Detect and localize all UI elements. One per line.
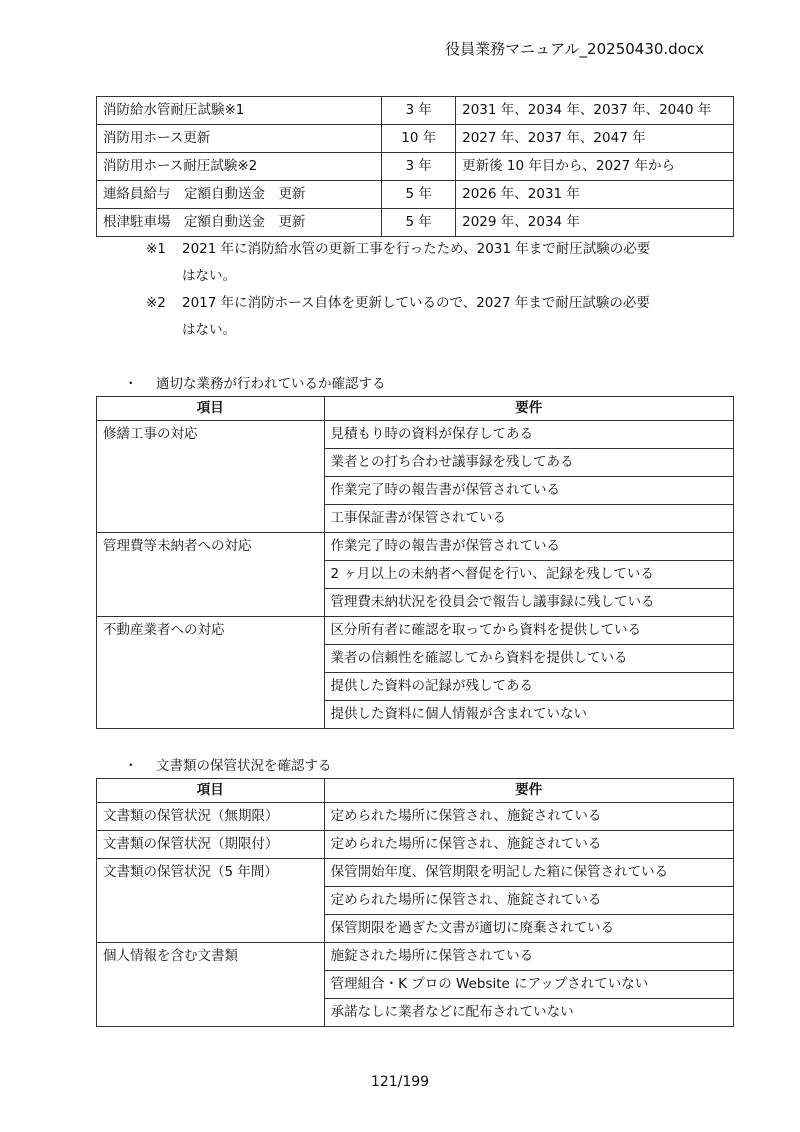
schedule-years: 2029 年、2034 年 [456,209,734,237]
interval: 5 年 [382,181,456,209]
footnote-line: 2017 年に消防ホース自体を更新しているので、2027 年まで耐圧試験の必要 [182,295,650,311]
footnote-mark: ※2 [146,295,166,311]
requirement-cell: 保管開始年度、保管期限を明記した箱に保管されている [324,859,733,887]
table-row [97,209,734,237]
inspection-item: 消防給水管耐圧試験※1 [97,97,382,125]
requirement-cell: 定められた場所に保管され、施錠されている [324,831,733,859]
footnote-line: はない。 [182,322,236,338]
requirement-cell: 提供した資料に個人情報が含まれていない [324,701,733,729]
inspection-item: 消防用ホース更新 [97,125,382,153]
requirement-cell: 2 ヶ月以上の未納者へ督促を行い、記録を残している [324,561,733,589]
interval: 3 年 [382,153,456,181]
document-filename: 役員業務マニュアル_20250430.docx [445,40,704,58]
schedule-years: 2026 年、2031 年 [456,181,734,209]
item-cell: 管理費等未納者への対応 [97,533,325,617]
inspection-item: 消防用ホース耐圧試験※2 [97,153,382,181]
footnote-line: はない。 [182,268,236,284]
footnote-line: 2021 年に消防給水管の更新工事を行ったため、2031 年まで耐圧試験の必要 [182,241,651,257]
requirement-cell: 区分所有者に確認を取ってから資料を提供している [324,617,733,645]
item-cell: 修繕工事の対応 [97,421,325,533]
section-title: 適切な業務が行われているか確認する [156,376,386,392]
bullet-mark: ・ [124,758,138,774]
footnotes [146,236,706,344]
table-row [97,97,734,125]
item-cell: 文書類の保管状況（5 年間） [97,859,325,943]
item-cell: 不動産業者への対応 [97,617,325,729]
table-row [97,803,734,831]
business-check-table [96,396,734,729]
document-storage-table [96,778,734,1027]
table-row [97,617,734,645]
footnote [146,236,706,290]
interval: 10 年 [382,125,456,153]
requirement-cell: 管理組合・K プロの Website にアップされていない [324,971,733,999]
inspection-item: 根津駐車場 定額自動送金 更新 [97,209,382,237]
footnote-mark: ※1 [146,241,166,257]
inspection-schedule-table [96,96,734,237]
requirement-cell: 業者との打ち合わせ議事録を残してある [324,449,733,477]
requirement-cell: 管理費未納状況を役員会で報告し議事録に残している [324,589,733,617]
table-row [97,125,734,153]
footnote-text [182,290,650,344]
bullet-mark: ・ [124,376,138,392]
requirement-cell: 施錠された場所に保管されている [324,943,733,971]
table-row [97,943,734,971]
requirement-cell: 保管期限を過ぎた文書が適切に廃棄されている [324,915,733,943]
footnote [146,290,706,344]
section-heading-document-storage [124,754,332,774]
section-heading-business-check [124,372,386,392]
column-header-requirement: 要件 [324,397,733,421]
requirement-cell: 定められた場所に保管され、施錠されている [324,803,733,831]
requirement-cell: 見積もり時の資料が保存してある [324,421,733,449]
table-row [97,181,734,209]
column-header-item: 項目 [97,779,325,803]
schedule-years: 更新後 10 年目から、2027 年から [456,153,734,181]
column-header-requirement: 要件 [324,779,733,803]
table-row [97,859,734,887]
schedule-years: 2031 年、2034 年、2037 年、2040 年 [456,97,734,125]
item-cell: 文書類の保管状況（無期限） [97,803,325,831]
section-title: 文書類の保管状況を確認する [156,758,332,774]
item-cell: 文書類の保管状況（期限付） [97,831,325,859]
column-header-item: 項目 [97,397,325,421]
requirement-cell: 業者の信頼性を確認してから資料を提供している [324,645,733,673]
requirement-cell: 工事保証書が保管されている [324,505,733,533]
interval: 5 年 [382,209,456,237]
footnote-text [182,236,650,290]
requirement-cell: 作業完了時の報告書が保管されている [324,477,733,505]
table-row [97,831,734,859]
page-number: 121/199 [370,1074,430,1090]
table-row [97,153,734,181]
table-row [97,533,734,561]
requirement-cell: 提供した資料の記録が残してある [324,673,733,701]
requirement-cell: 作業完了時の報告書が保管されている [324,533,733,561]
table-row [97,421,734,449]
requirement-cell: 定められた場所に保管され、施錠されている [324,887,733,915]
requirement-cell: 承諾なしに業者などに配布されていない [324,999,733,1027]
interval: 3 年 [382,97,456,125]
schedule-years: 2027 年、2037 年、2047 年 [456,125,734,153]
inspection-item: 連絡員給与 定額自動送金 更新 [97,181,382,209]
item-cell: 個人情報を含む文書類 [97,943,325,1027]
